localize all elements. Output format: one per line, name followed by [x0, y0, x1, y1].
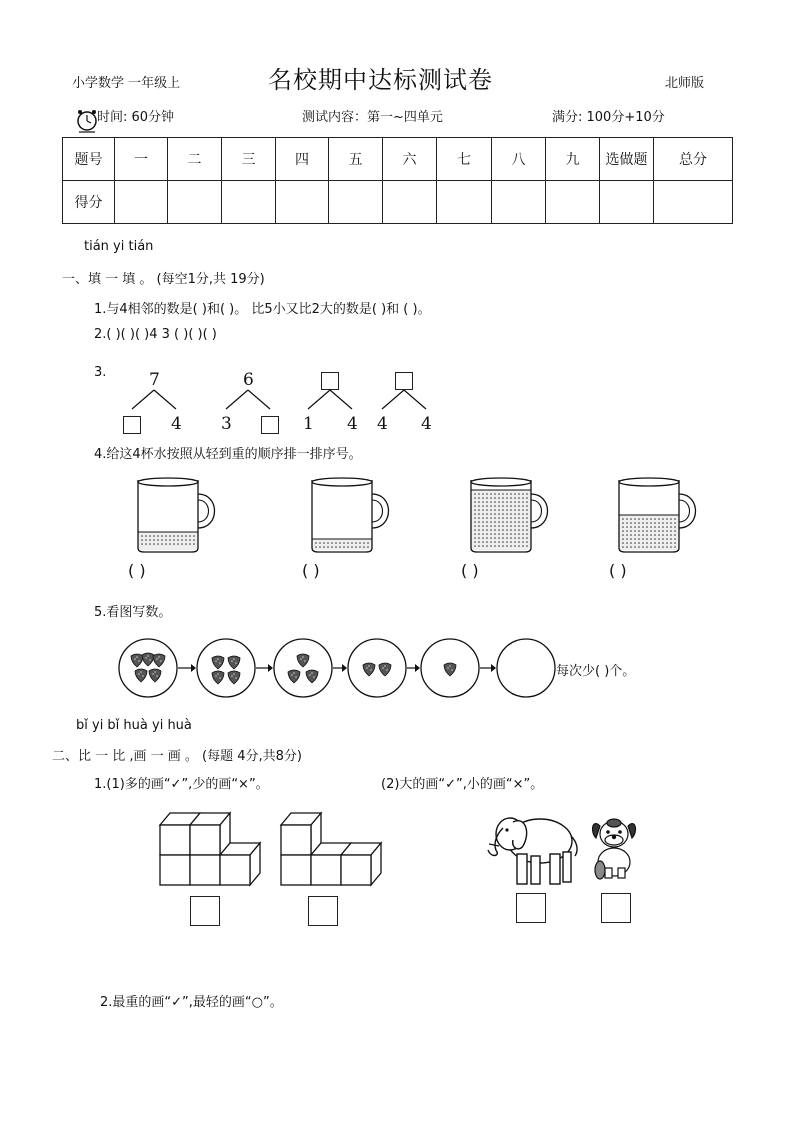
arrow-right-icon: [178, 663, 196, 673]
strawberry-circle: [419, 637, 481, 699]
strawberry-circle: [495, 637, 557, 699]
edition-label: 北师版: [665, 76, 705, 91]
answer-box-elephant[interactable]: [516, 893, 546, 923]
score-input-cell[interactable]: [654, 181, 733, 224]
table-cell: 得分: [63, 181, 115, 224]
score-input-cell[interactable]: [437, 181, 492, 224]
tree-right-number: 4: [171, 414, 182, 434]
tree-top-blank-box[interactable]: [321, 372, 339, 390]
question-2-1a: 1.(1)多的画“✓”,少的画“×”。: [94, 777, 269, 792]
strawberry-circle: [117, 637, 179, 699]
score-input-cell[interactable]: [329, 181, 383, 224]
question-1-2: 2.( )( )( )4 3 ( )( )( ): [94, 327, 217, 342]
cube-stack-left: [155, 810, 265, 890]
answer-box-dog[interactable]: [601, 893, 631, 923]
cube-stack-right: [276, 810, 386, 890]
section1-heading: 一、填 一 填 。 (每空1分,共 19分): [62, 272, 265, 287]
table-cell: 五: [329, 138, 383, 181]
table-cell: 题号: [63, 138, 115, 181]
score-input-cell[interactable]: [600, 181, 654, 224]
question-1-3-label: 3.: [94, 365, 107, 380]
question-1-5: 5.看图写数。: [94, 605, 172, 620]
time-label: 时间: 60分钟: [97, 110, 175, 125]
cup-answer-paren[interactable]: ( ): [128, 561, 146, 580]
score-input-cell[interactable]: [115, 181, 168, 224]
score-input-cell[interactable]: [383, 181, 437, 224]
table-cell: 选做题: [600, 138, 654, 181]
arrow-right-icon: [480, 663, 496, 673]
cup-answer-paren[interactable]: ( ): [461, 561, 479, 580]
table-cell: 六: [383, 138, 437, 181]
strawberry-circle: [346, 637, 408, 699]
score-input-cell[interactable]: [168, 181, 222, 224]
water-cup: [138, 476, 238, 556]
question-1-1: 1.与4相邻的数是( )和( )。 比5小又比2大的数是( )和 ( )。: [94, 302, 431, 317]
tree-left-number: 4: [377, 414, 388, 434]
answer-box-cubes-right[interactable]: [308, 896, 338, 926]
tree-top-blank-box[interactable]: [395, 372, 413, 390]
question-1-5-tail: 每次少( )个。: [556, 664, 636, 679]
table-cell: 七: [437, 138, 492, 181]
tree-right-number: 4: [347, 414, 358, 434]
question-2-2: 2.最重的画“✓”,最轻的画“○”。: [100, 995, 283, 1010]
section2-pinyin: bǐ yi bǐ huà yi huà: [76, 718, 192, 733]
section2-heading: 二、比 一 比 ,画 一 画 。 (每题 4分,共8分): [52, 749, 303, 764]
water-cup: [312, 476, 412, 556]
strawberry-circle: [272, 637, 334, 699]
tree-top-number: 7: [149, 370, 160, 390]
full-score-label: 满分: 100分+10分: [552, 110, 665, 125]
table-cell: 二: [168, 138, 222, 181]
subject-label: 小学数学 一年级上: [72, 76, 181, 91]
score-table: [62, 137, 733, 224]
score-input-cell[interactable]: [276, 181, 329, 224]
tree-left-number: 3: [221, 414, 232, 434]
water-cup: [471, 476, 571, 556]
arrow-right-icon: [333, 663, 347, 673]
elephant-image: [485, 806, 580, 888]
tree-right-number: 4: [421, 414, 432, 434]
table-cell: 总分: [654, 138, 733, 181]
water-cup: [619, 476, 719, 556]
arrow-right-icon: [256, 663, 273, 673]
tree-top-number: 6: [243, 370, 254, 390]
strawberry-circle: [195, 637, 257, 699]
cup-answer-paren[interactable]: ( ): [302, 561, 320, 580]
table-cell: 九: [546, 138, 600, 181]
cup-answer-paren[interactable]: ( ): [609, 561, 627, 580]
score-input-cell[interactable]: [492, 181, 546, 224]
question-1-4: 4.给这4杯水按照从轻到重的顺序排一排序号。: [94, 447, 362, 462]
table-cell: 三: [222, 138, 276, 181]
score-table-header-row: [63, 138, 733, 181]
page-title: 名校期中达标测试卷: [268, 66, 493, 94]
score-input-cell[interactable]: [222, 181, 276, 224]
question-2-1b: (2)大的画“✓”,小的画“×”。: [381, 777, 544, 792]
table-cell: 一: [115, 138, 168, 181]
tree-left-number: 1: [303, 414, 314, 434]
score-table-score-row: [63, 181, 733, 224]
tree-right-blank-box[interactable]: [261, 416, 279, 434]
tree-left-blank-box[interactable]: [123, 416, 141, 434]
content-label: 测试内容：第一~四单元: [302, 110, 443, 125]
table-cell: 八: [492, 138, 546, 181]
answer-box-cubes-left[interactable]: [190, 896, 220, 926]
score-input-cell[interactable]: [546, 181, 600, 224]
section1-pinyin: tián yi tián: [84, 239, 154, 254]
table-cell: 四: [276, 138, 329, 181]
dog-image: [588, 812, 640, 882]
